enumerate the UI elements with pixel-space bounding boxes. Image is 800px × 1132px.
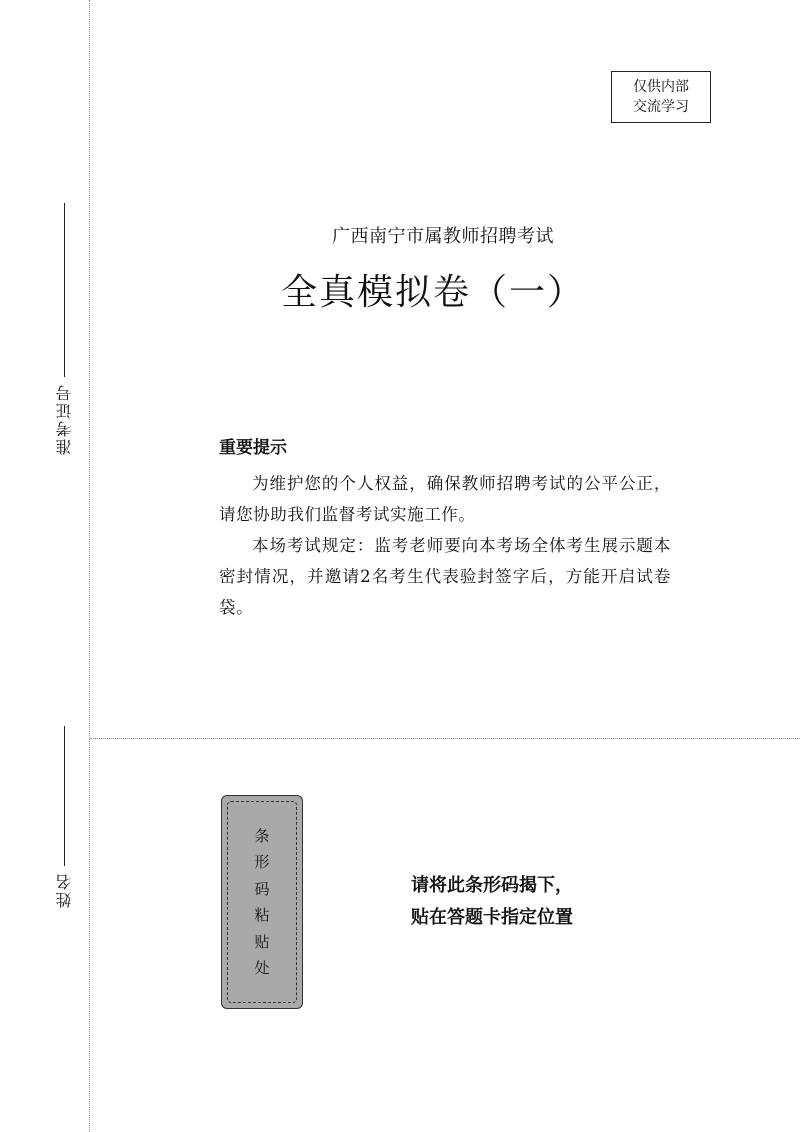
barcode-instructions bbox=[411, 870, 573, 934]
internal-use-stamp bbox=[611, 71, 711, 123]
fold-line bbox=[90, 738, 800, 739]
notice-body bbox=[219, 468, 671, 623]
barcode-label-char: 码 bbox=[254, 879, 270, 898]
exam-title: 全真模拟卷（一） bbox=[280, 272, 585, 313]
barcode-label-char: 形 bbox=[254, 853, 270, 871]
notice-paragraph: 为维护您的个人权益，确保教师招聘考试的公平公正，请您协助我们监督考试实施工作。 bbox=[219, 474, 671, 524]
barcode-instruction-line-2: 贴在答题卡指定位置 bbox=[411, 907, 573, 928]
barcode-label-char: 条 bbox=[254, 826, 270, 845]
notice-paragraph: 本场考试规定：监考老师要向本考场全体考生展示题本密封情况，并邀请2名考生代表验封签字后，方能开启试卷袋。 bbox=[219, 536, 671, 617]
binding-margin-line bbox=[89, 0, 90, 1132]
name-label: 姓名 bbox=[54, 872, 74, 908]
stamp-line-2: 交流学习 bbox=[633, 99, 689, 115]
barcode-label-char: 处 bbox=[254, 959, 270, 977]
barcode-label-char: 粘 bbox=[254, 906, 270, 924]
notice-heading: 重要提示 bbox=[219, 438, 287, 458]
barcode-dashed-border bbox=[227, 801, 297, 1003]
stamp-line-1: 仅供内部 bbox=[633, 79, 689, 95]
exam-subtitle: 广西南宁市属教师招聘考试 bbox=[332, 226, 554, 247]
barcode-instruction-line-1: 请将此条形码揭下， bbox=[411, 875, 573, 896]
barcode-sticker-area bbox=[221, 795, 303, 1009]
barcode-label-char: 贴 bbox=[254, 932, 270, 951]
name-underline bbox=[64, 726, 65, 866]
name-field bbox=[54, 726, 74, 908]
ticket-number-label: 准考证号 bbox=[54, 383, 74, 455]
